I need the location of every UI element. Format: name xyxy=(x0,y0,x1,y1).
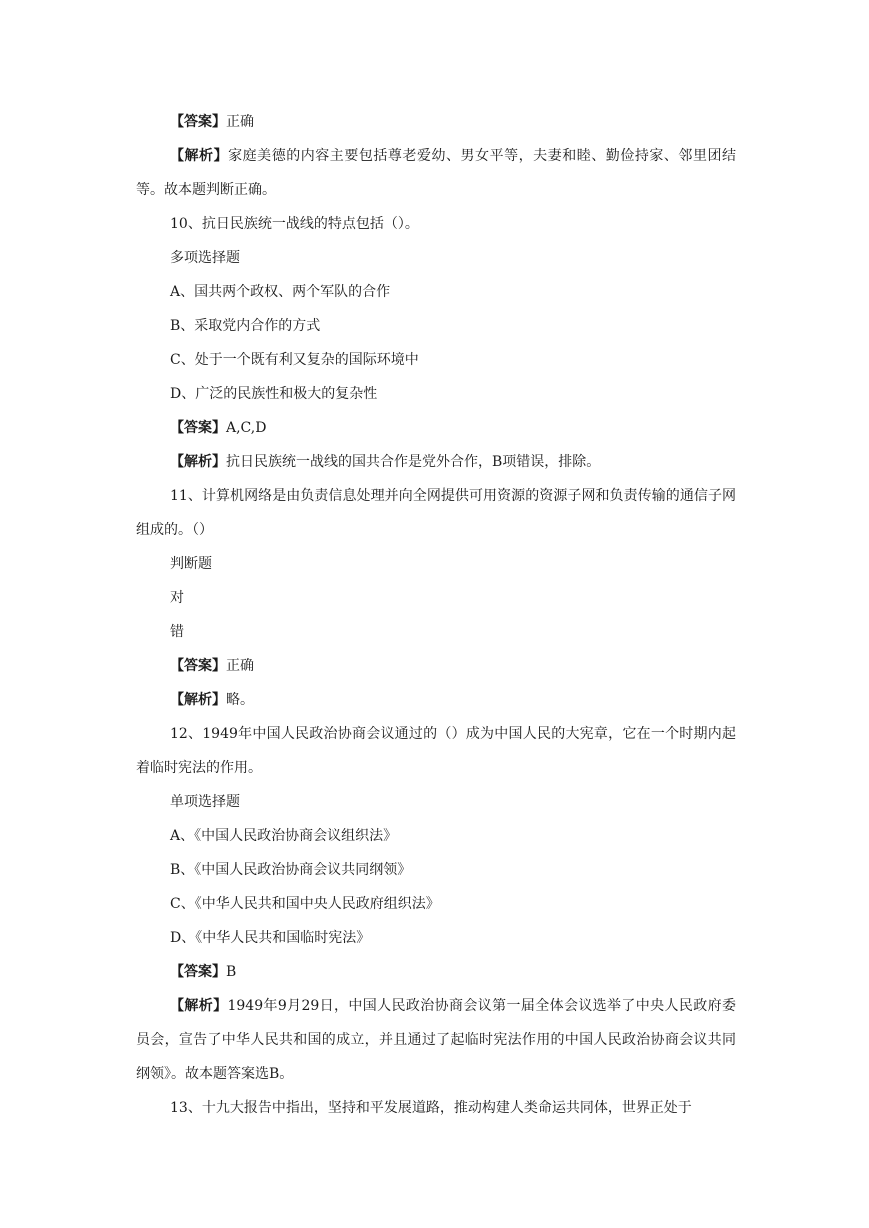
answer-text: A,C,D xyxy=(226,420,267,436)
question-type: 单项选择题 xyxy=(170,794,240,810)
question-type: 多项选择题 xyxy=(170,250,240,266)
analysis-line xyxy=(136,683,736,717)
analysis-line xyxy=(136,989,736,1091)
analysis-label: 【解析】 xyxy=(170,692,226,708)
answer-label: 【答案】 xyxy=(170,658,226,674)
answer-line xyxy=(136,649,736,683)
answer-text: 正确 xyxy=(226,114,254,130)
analysis-text: 家庭美德的内容主要包括尊老爱幼、男女平等，夫妻和睦、勤俭持家、邻里团结等。故本题判断正确。 xyxy=(136,148,737,198)
option-a: A、《中国人民政治协商会议组织法》 xyxy=(170,828,398,844)
option-b: B、采取党内合作的方式 xyxy=(170,318,321,334)
question-type: 判断题 xyxy=(170,556,212,572)
analysis-label: 【解析】 xyxy=(170,148,229,164)
question-13: 13、十九大报告中指出，坚持和平发展道路，推动构建人类命运共同体，世界正处于 xyxy=(170,1100,692,1116)
analysis-text: 略。 xyxy=(226,692,254,708)
answer-label: 【答案】 xyxy=(170,420,226,436)
analysis-label: 【解析】 xyxy=(170,454,226,470)
option-c: C、处于一个既有利又复杂的国际环境中 xyxy=(170,352,419,368)
option-a: A、国共两个政权、两个军队的合作 xyxy=(170,284,391,300)
analysis-label: 【解析】 xyxy=(170,998,228,1014)
answer-text: 正确 xyxy=(226,658,254,674)
question-12: 12、1949年中国人民政治协商会议通过的（）成为中国人民的大宪章，它在一个时期内起着临时宪法的作用。 xyxy=(136,726,736,776)
option-b: B、《中国人民政治协商会议共同纲领》 xyxy=(170,862,412,878)
answer-text: B xyxy=(226,964,237,980)
answer-line xyxy=(136,105,736,139)
option-false: 错 xyxy=(170,624,184,640)
question-10: 10、抗日民族统一战线的特点包括（）。 xyxy=(170,216,419,232)
analysis-text: 1949年9月29日，中国人民政治协商会议第一届全体会议选举了中央人民政府委员会，宣告了中华人民共和国的成立，并且通过了起临时宪法作用的中国人民政治协商会议共同纲领》。故本题答案选B。 xyxy=(136,998,736,1082)
option-d: D、《中华人民共和国临时宪法》 xyxy=(170,930,371,946)
analysis-text: 抗日民族统一战线的国共合作是党外合作，B项错误，排除。 xyxy=(226,454,601,470)
option-c: C、《中华人民共和国中央人民政府组织法》 xyxy=(170,896,440,912)
answer-label: 【答案】 xyxy=(170,964,226,980)
answer-line xyxy=(136,955,736,989)
answer-line xyxy=(136,411,736,445)
option-true: 对 xyxy=(170,590,184,606)
analysis-line xyxy=(136,445,736,479)
analysis-line xyxy=(136,139,736,207)
answer-label: 【答案】 xyxy=(170,114,226,130)
question-11: 11、计算机网络是由负责信息处理并向全网提供可用资源的资源子网和负责传输的通信子网组成的。（） xyxy=(136,488,736,538)
option-d: D、广泛的民族性和极大的复杂性 xyxy=(170,386,378,402)
